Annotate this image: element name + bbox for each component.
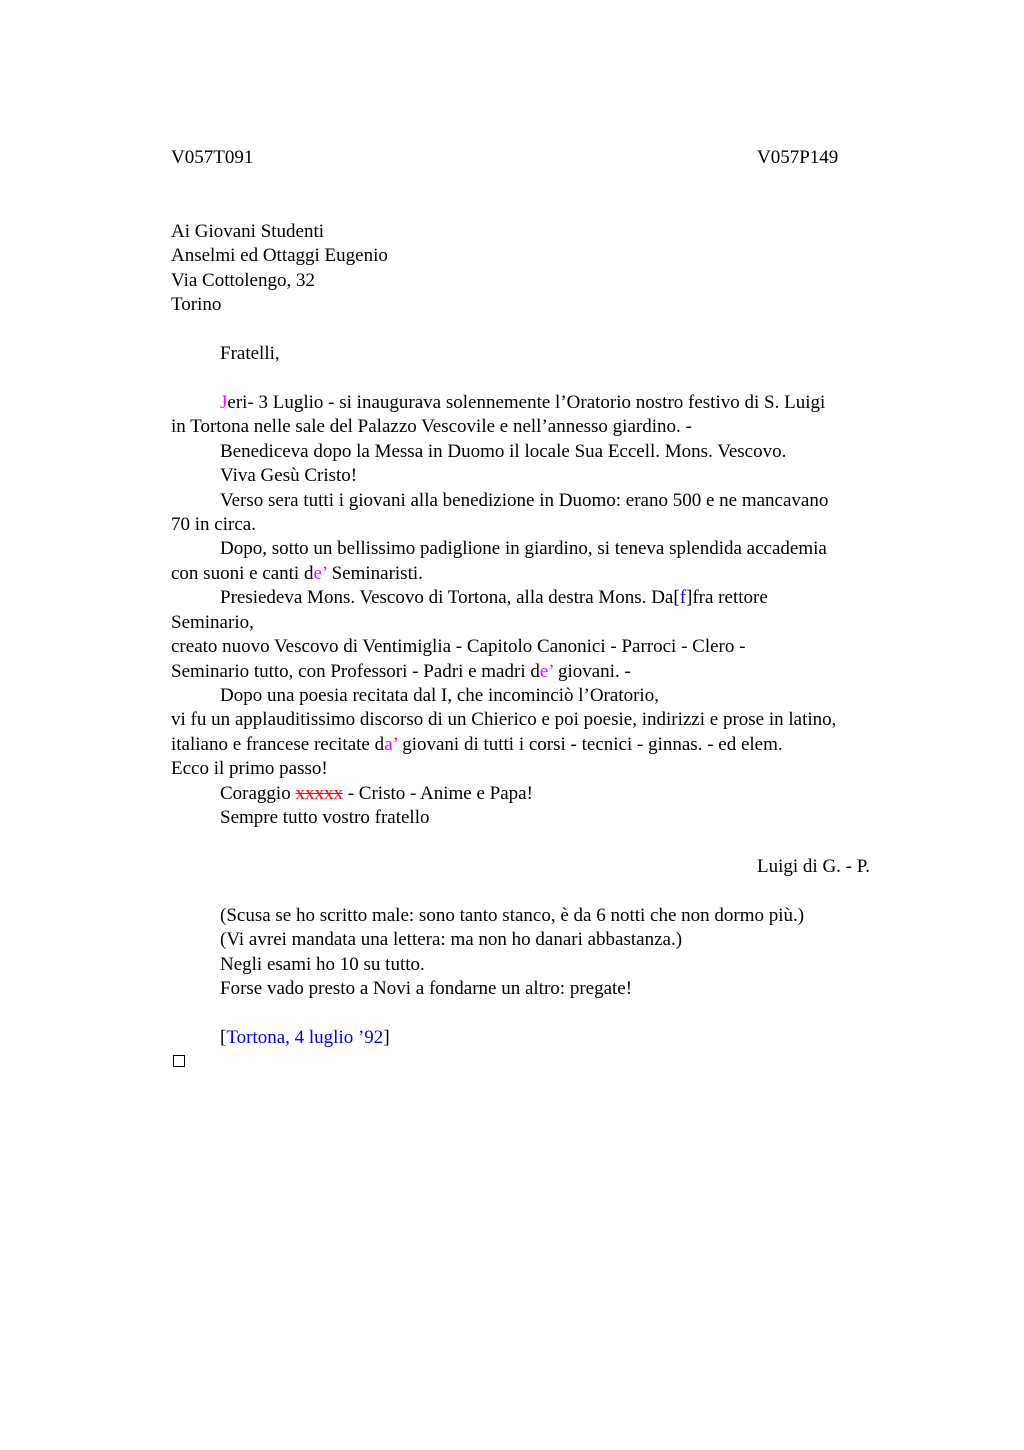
address-line-3: Via Cottolengo, 32 <box>171 270 315 291</box>
address-line-4: Torino <box>171 294 222 315</box>
body-line: Dopo, sotto un bellissimo padiglione in giardino, si teneva splendida accademia <box>220 538 827 559</box>
postscript-line: Negli esami ho 10 su tutto. <box>220 954 425 975</box>
body-line: Verso sera tutti i giovani alla benedizione in Duomo: erano 500 e ne mancavano <box>220 490 829 511</box>
body-line: Seminario, <box>171 612 254 633</box>
body-line: con suoni e canti de’ Seminaristi. <box>171 563 423 584</box>
body-line: Benediceva dopo la Messa in Duomo il locale Sua Eccell. Mons. Vescovo. <box>220 441 787 462</box>
body-line: Dopo una poesia recitata dal I, che incominciò l’Oratorio, <box>220 685 659 706</box>
body-line: in Tortona nelle sale del Palazzo Vescovile e nell’annesso giardino. - <box>171 416 692 437</box>
body-line: italiano e francese recitate da’ giovani di tutti i corsi - tecnici - ginnas. - ed elem. <box>171 734 783 755</box>
dateline-text: Tortona, 4 luglio ’92 <box>226 1027 384 1048</box>
body-line: 70 in circa. <box>171 514 256 535</box>
document-code-right: V057P149 <box>757 147 839 168</box>
signature: Luigi di G. - P. <box>757 856 870 877</box>
body-line: Jeri- 3 Luglio - si inaugurava solennemente l’Oratorio nostro festivo di S. Luigi <box>220 392 826 413</box>
editorial-insertion: f <box>679 587 687 608</box>
body-line: Ecco il primo passo! <box>171 758 328 779</box>
salutation: Fratelli, <box>220 343 280 364</box>
editorial-mark: e’ <box>313 563 327 584</box>
body-line: Coraggio xxxxx - Cristo - Anime e Papa! <box>220 783 533 804</box>
body-line: Seminario tutto, con Professori - Padri e madri de’ giovani. - <box>171 661 631 682</box>
address-line-2: Anselmi ed Ottaggi Eugenio <box>171 245 388 266</box>
postscript-line: (Scusa se ho scritto male: sono tanto stanco, è da 6 notti che non dormo più.) <box>220 905 805 926</box>
body-line: Presiedeva Mons. Vescovo di Tortona, alla destra Mons. Da[f]fra rettore <box>220 587 768 608</box>
editorial-mark: a’ <box>384 734 398 755</box>
document-code-left: V057T091 <box>171 147 254 168</box>
editorial-initial: J <box>220 392 228 413</box>
postscript-line: (Vi avrei mandata una lettera: ma non ho danari abbastanza.) <box>220 929 683 950</box>
body-line: vi fu un applauditissimo discorso di un Chierico e poi poesie, indirizzi e prose in latino, <box>171 709 837 730</box>
body-line: Sempre tutto vostro fratello <box>220 807 430 828</box>
body-line: Viva Gesù Cristo! <box>220 465 358 486</box>
body-line: creato nuovo Vescovo di Ventimiglia - Capitolo Canonici - Parroci - Clero - <box>171 636 746 657</box>
deleted-text: xxxxx <box>295 783 343 804</box>
end-marker-box-icon <box>173 1055 185 1067</box>
postscript-line: Forse vado presto a Novi a fondarne un altro: pregate! <box>220 978 633 999</box>
editorial-mark: e’ <box>539 661 554 682</box>
dateline: [Tortona, 4 luglio ’92] <box>220 1027 390 1048</box>
address-line-1: Ai Giovani Studenti <box>171 221 325 242</box>
